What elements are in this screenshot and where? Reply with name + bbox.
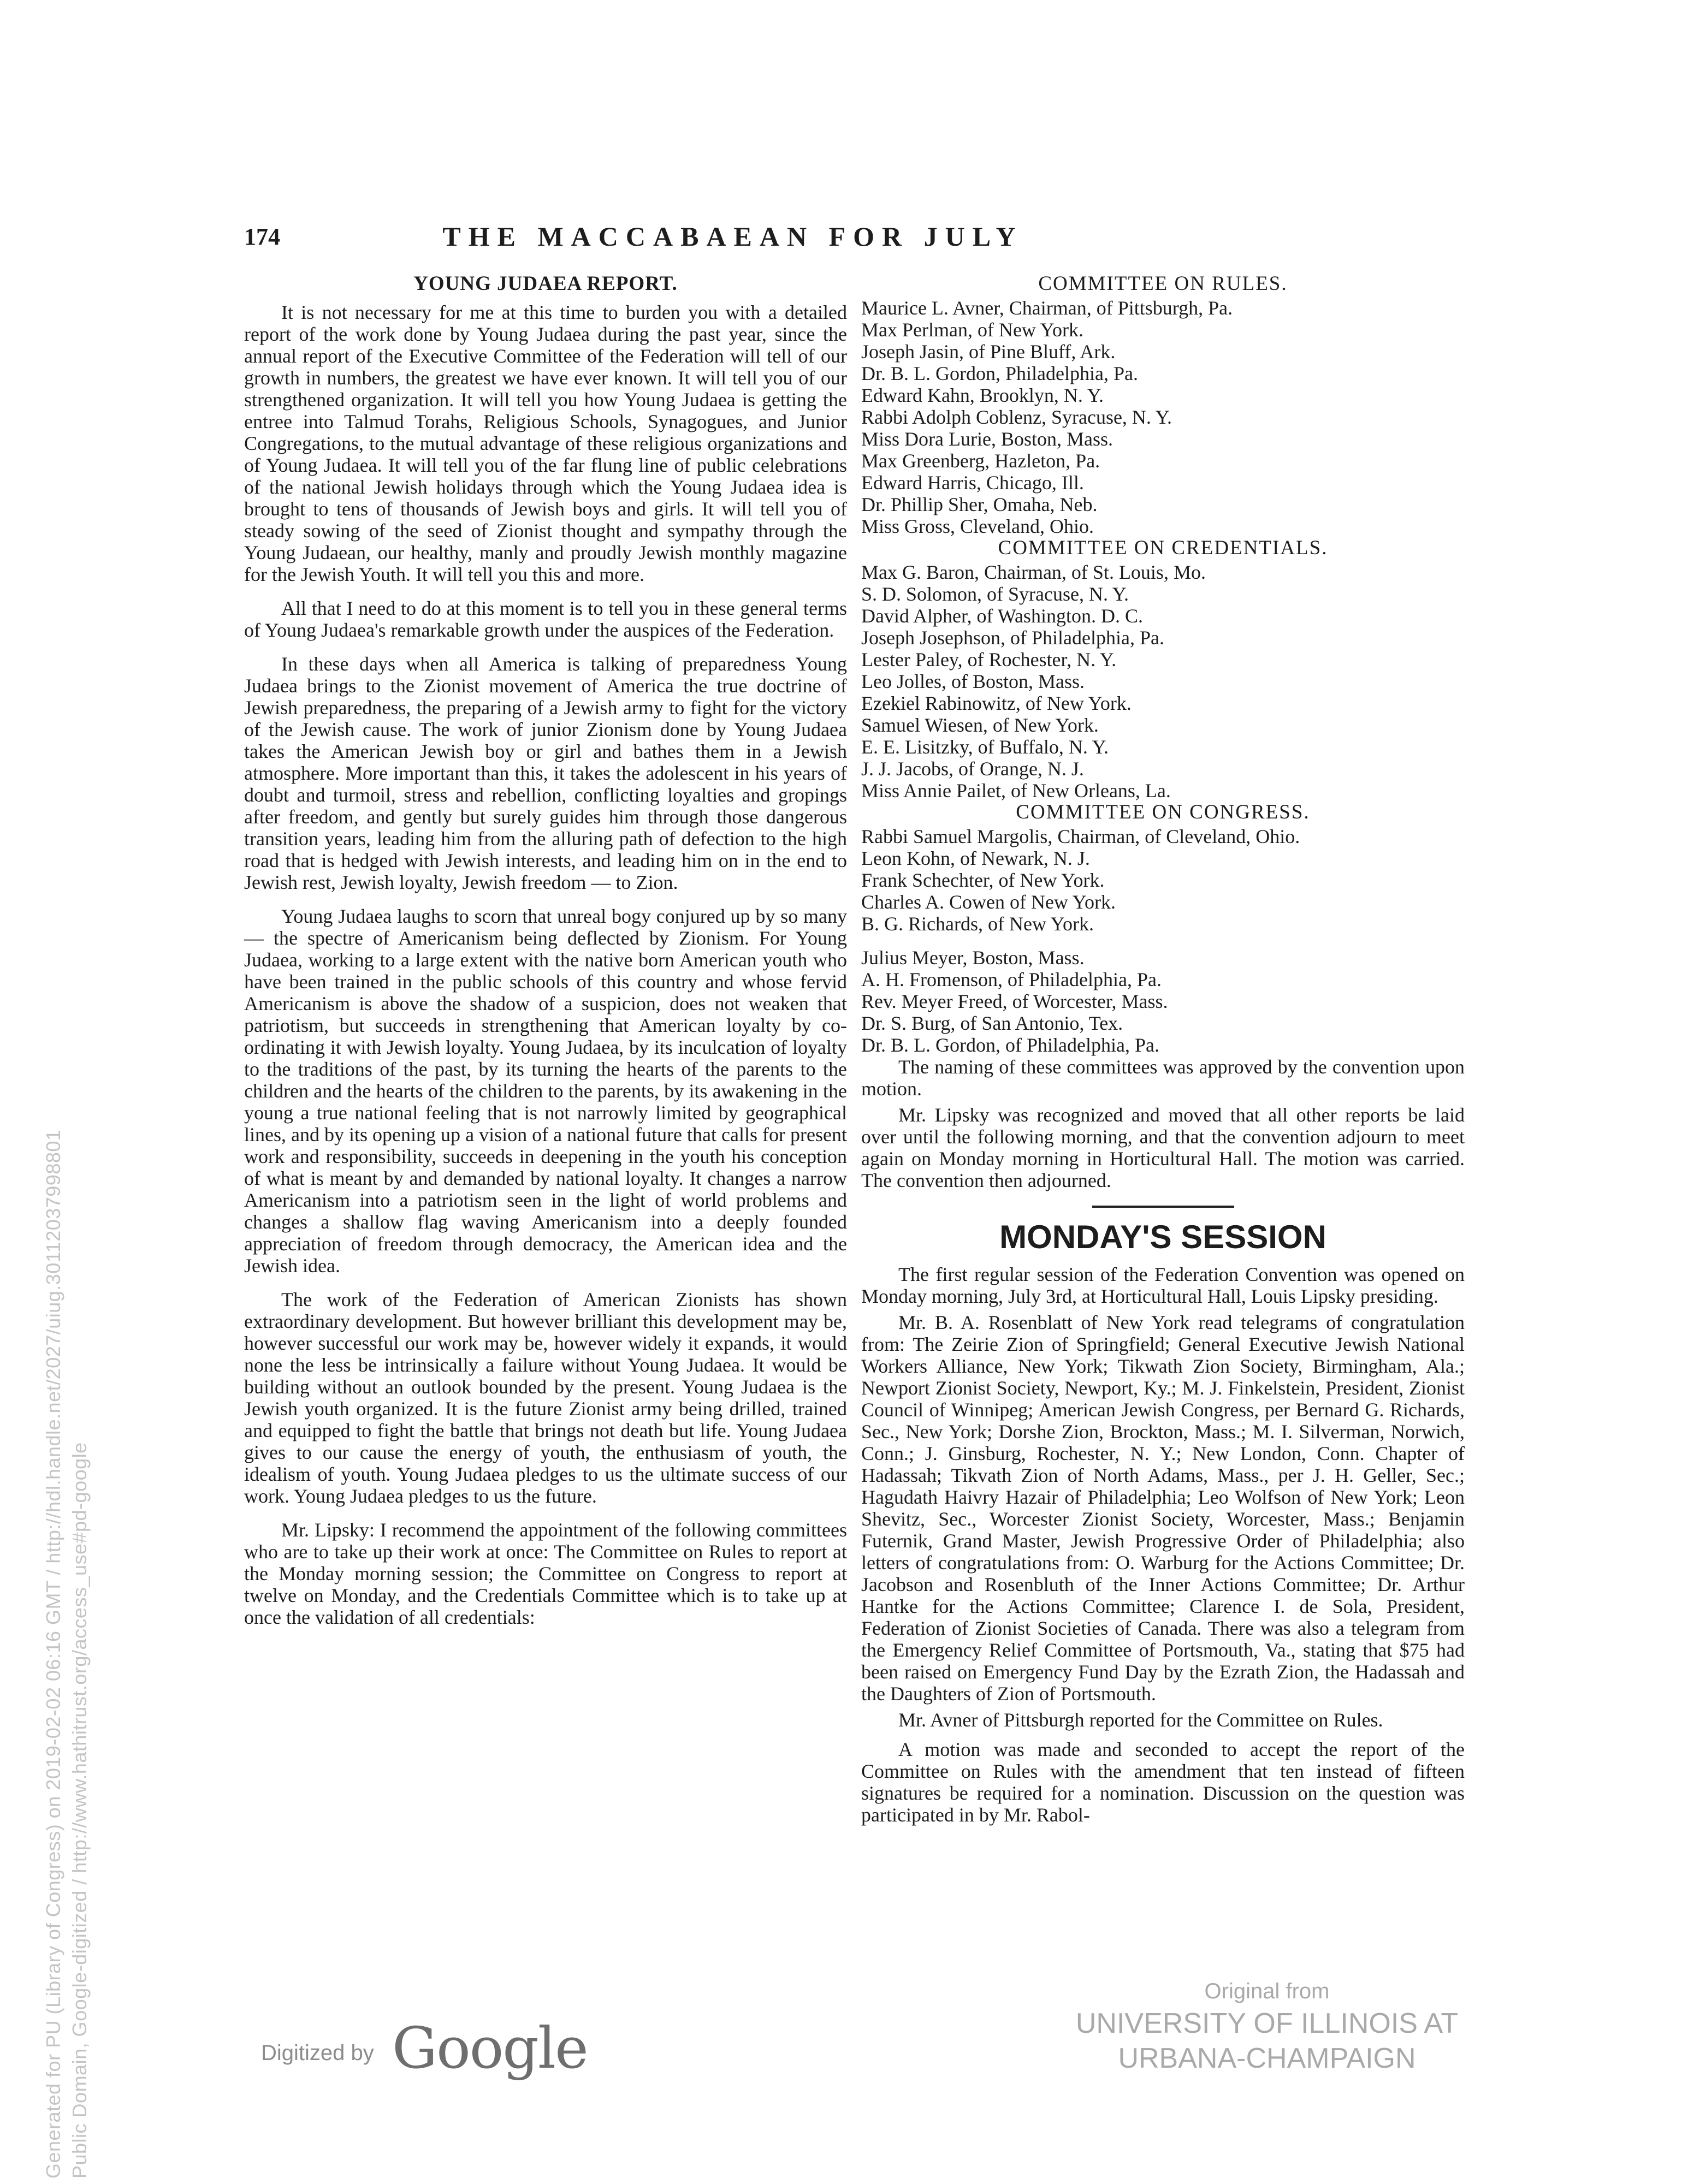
list-gap	[861, 935, 1465, 947]
member-line: Rabbi Samuel Margolis, Chairman, of Cleveland, Ohio.	[861, 826, 1300, 847]
committee-congress-heading: COMMITTEE ON CONGRESS.	[1016, 801, 1310, 823]
member-line: Lester Paley, of Rochester, N. Y.	[861, 649, 1117, 670]
journal-title: THE MACCABAEAN FOR JULY	[442, 221, 1023, 252]
original-from-label: Original from	[1204, 1979, 1330, 2003]
member-line: Maurice L. Avner, Chairman, of Pittsburgh, Pa.	[861, 297, 1233, 319]
paragraph: The first regular session of the Federation Convention was opened on Monday morning, July 3rd, at Horticultural Hall, Louis Lipsky presiding.	[861, 1263, 1465, 1307]
member-line: Joseph Jasin, of Pine Bluff, Ark.	[861, 341, 1116, 363]
committee-congress-list	[861, 826, 1465, 1056]
member-line: Joseph Josephson, of Philadelphia, Pa.	[861, 627, 1164, 649]
right-column	[861, 273, 1465, 1826]
member-line: Leo Jolles, of Boston, Mass.	[861, 670, 1085, 692]
committee-rules-heading: COMMITTEE ON RULES.	[1038, 272, 1288, 295]
member-line: S. D. Solomon, of Syracuse, N. Y.	[861, 583, 1129, 605]
member-line: Rabbi Adolph Coblenz, Syracuse, N. Y.	[861, 406, 1172, 428]
member-line: Ezekiel Rabinowitz, of New York.	[861, 692, 1132, 714]
committee-rules-list	[861, 297, 1465, 537]
committee-credentials-list	[861, 561, 1465, 802]
paragraph: Young Judaea laughs to scorn that unreal bogy conjured up by so many — the spectre of Americanism being deflected by Zionism. For Young Judaea, working to a large extent with the native born American youth who have been trained in the public schools of this country and whose fervid Americanism is above the shadow of a suspicion, does not weaken that patriotism, but succeeds in strengthening that American loyalty by co-ordinating it with Jewish loyalty. Young Judaea, by its inculcation of loyalty to the traditions of the past, by its turning the hearts of the parents to the children and the hearts of the children to the parents, by its awakening in the young a true national feeling that is not narrowly limited by geographical lines, and by its opening up a vision of a national future that calls for present work and responsibility, succeeds in deepening in the youth his conception of what is meant by and demanded by national loyalty. It changes a narrow Americanism into a patriotism seen in the light of world problems and changes a shallow flag waving Americanism into a deeply founded appreciation of freedom through democracy, the American idea and the Jewish idea.	[244, 905, 847, 1277]
paragraph: In these days when all America is talking of preparedness Young Judaea brings to the Zionist movement of America the true doctrine of Jewish preparedness, the preparing of a Jewish army to fight for the victory of the Jewish cause. The work of junior Zionism done by Young Judaea takes the American Jewish boy or girl and bathes them in a Jewish atmosphere. More important than this, it takes the adolescent in his years of doubt and turmoil, stress and rebellion, conflicting loyalties and gropings after freedom, and gently but surely guides him through those dangerous transition years, leading him from the alluring path of defection to the high road that is hedged with Jewish interests, and leading him on in the end to Jewish rest, Jewish loyalty, Jewish freedom — to Zion.	[244, 653, 847, 893]
paragraph: Mr. B. A. Rosenblatt of New York read telegrams of congratulation from: The Zeirie Zion of Springfield; General Executive Jewish National Workers Alliance, New York; Tikwath Zion Society, Birmingham, Ala.; Newport Zionist Society, Newport, Ky.; M. J. Finkelstein, President, Zionist Council of Winnipeg; American Jewish Congress, per Bernard G. Richards, Sec., New York; Dorshe Zion, Brockton, Mass.; M. I. Silverman, Norwich, Conn.; J. Ginsburg, Rochester, N. Y.; New London, Conn. Chapter of Hadassah; Tikvath Zion of North Adams, Mass., per J. H. Geller, Sec.; Hagudath Haivry Hazair of Philadelphia; Leo Wolfson of New York; Leon Shevitz, Sec., Worcester Zionist Society, Worcester, Mass.; Benjamin Futernik, Grand Master, Jewish Progressive Order of Philadelphia; also letters of congratulations from: O. Warburg for the Actions Committee; Dr. Jacobson and Rosenbluth of the Inner Actions Committee; Dr. Arthur Hantke for the Actions Committee; Clarence I. de Sola, President, Federation of Zionist Societies of Canada. There was also a telegram from the Emergency Relief Committee of Portsmouth, Va., stating that $75 had been raised on Emergency Fund Day by the Ezrath Zion, the Hadassah and the Daughters of Zion of Portsmouth.	[861, 1311, 1465, 1705]
member-line: Max Perlman, of New York.	[861, 319, 1083, 341]
left-column	[244, 273, 847, 1640]
member-line: B. G. Richards, of New York.	[861, 913, 1094, 935]
paragraph: It is not necessary for me at this time to burden you with a detailed report of the work done by Young Judaea during the past year, since the annual report of the Executive Committee of the Federation will tell of our growth in numbers, the greatest we have ever known. It will tell you of our strengthened organization. It will tell you how Young Judaea is getting the entree into Talmud Torahs, Religious Schools, Synagogues, and Junior Congregations, to the mutual advantage of these religious organizations and of Young Judaea. It will tell you of the far flung line of public celebrations of the national Jewish holidays through which the Young Judaea idea is brought to tens of thousands of Jewish boys and girls. It will tell you of steady sowing of the seed of Zionist thought and sympathy through the Young Judaean, our healthy, manly and proudly Jewish monthly magazine for the Jewish Youth. It will tell you this and more.	[244, 301, 847, 585]
committee-credentials-heading: COMMITTEE ON CREDENTIALS.	[998, 537, 1328, 559]
member-line: J. J. Jacobs, of Orange, N. J.	[861, 758, 1084, 780]
paragraph: A motion was made and seconded to accept the report of the Committee on Rules with the amendment that ten instead of fifteen signatures be required for a nomination. Discussion on the question was participated in by Mr. Rabol-	[861, 1738, 1465, 1826]
member-line: Edward Harris, Chicago, Ill.	[861, 472, 1084, 494]
member-line: Max G. Baron, Chairman, of St. Louis, Mo.	[861, 561, 1206, 583]
institution-name-line-2: URBANA-CHAMPAIGN	[1118, 2043, 1416, 2074]
paragraph: Mr. Lipsky was recognized and moved that all other reports be laid over until the following morning, and that the convention adjourn to meet again on Monday morning in Horticultural Hall. The motion was carried. The convention then adjourned.	[861, 1104, 1465, 1191]
member-line: Dr. B. L. Gordon, of Philadelphia, Pa.	[861, 1034, 1159, 1056]
section-divider	[1092, 1206, 1234, 1208]
paragraph: The work of the Federation of American Zionists has shown extraordinary development. But however brilliant this development may be, however successful our work may be, however widely it expands, it would none the less be intrinsically a failure without Young Judaea. It would be building without an outlook bounded by the present. Young Judaea is the Jewish youth organized. It is the future Zionist army being drilled, trained and equipped to fight the battle that brings not death but life. Young Judaea gives to our cause the energy of youth, the enthusiasm of youth, the idealism of youth. Young Judaea pledges to us the ultimate success of our work. Young Judaea pledges to us the future.	[244, 1289, 847, 1507]
member-line: Miss Dora Lurie, Boston, Mass.	[861, 428, 1113, 450]
original-from-credit	[1059, 1977, 1474, 2076]
google-logo: Google	[392, 2015, 588, 2081]
member-line: A. H. Fromenson, of Philadelphia, Pa.	[861, 969, 1162, 990]
member-line: David Alpher, of Washington. D. C.	[861, 605, 1143, 627]
side-stamp-line-2: Public Domain, Google-digitized / http://www.hathitrust.org/access_use#pd-google	[68, 1442, 91, 2179]
member-line: Frank Schechter, of New York.	[861, 869, 1105, 891]
paragraph: The naming of these committees was approved by the convention upon motion.	[861, 1056, 1465, 1100]
running-head	[244, 221, 1123, 259]
paragraph: All that I need to do at this moment is to tell you in these general terms of Young Judaea's remarkable growth under the auspices of the Federation.	[244, 597, 847, 641]
side-stamp-line-1: Generated for PU (Library of Congress) on 2019-02-02 06:16 GMT / http://hdl.handle.net/2027/uiug.30112037998801	[42, 1129, 64, 2179]
page-number: 174	[244, 223, 280, 250]
member-line: Miss Annie Pailet, of New Orleans, La.	[861, 780, 1171, 802]
member-line: Rev. Meyer Freed, of Worcester, Mass.	[861, 990, 1168, 1012]
member-line: Miss Gross, Cleveland, Ohio.	[861, 515, 1094, 537]
member-line: Julius Meyer, Boston, Mass.	[861, 947, 1085, 969]
mondays-session-heading: MONDAY'S SESSION	[999, 1219, 1326, 1255]
member-line: Dr. S. Burg, of San Antonio, Tex.	[861, 1012, 1123, 1034]
institution-name-line-1: UNIVERSITY OF ILLINOIS AT	[1075, 2008, 1459, 2039]
member-line: E. E. Lisitzky, of Buffalo, N. Y.	[861, 736, 1109, 758]
member-line: Dr. Phillip Sher, Omaha, Neb.	[861, 494, 1098, 515]
member-line: Dr. B. L. Gordon, Philadelphia, Pa.	[861, 363, 1138, 384]
paragraph: Mr. Lipsky: I recommend the appointment of the following committees who are to take up their work at once: The Committee on Rules to report at the Monday morning session; the Committee on Congress to report at twelve on Monday, and the Credentials Committee which is to take up at once the validation of all credentials:	[244, 1519, 847, 1628]
member-line: Max Greenberg, Hazleton, Pa.	[861, 450, 1100, 472]
member-line: Edward Kahn, Brooklyn, N. Y.	[861, 384, 1104, 406]
digitized-by-label: Digitized by	[261, 2041, 374, 2065]
paragraph: Mr. Avner of Pittsburgh reported for the Committee on Rules.	[898, 1709, 1383, 1731]
digitized-by-google-mark	[261, 2015, 611, 2081]
hathitrust-side-stamp	[40, 759, 93, 2179]
member-line: Samuel Wiesen, of New York.	[861, 714, 1099, 736]
young-judaea-heading: YOUNG JUDAEA REPORT.	[413, 272, 678, 295]
member-line: Leon Kohn, of Newark, N. J.	[861, 847, 1090, 869]
member-line: Charles A. Cowen of New York.	[861, 891, 1116, 913]
